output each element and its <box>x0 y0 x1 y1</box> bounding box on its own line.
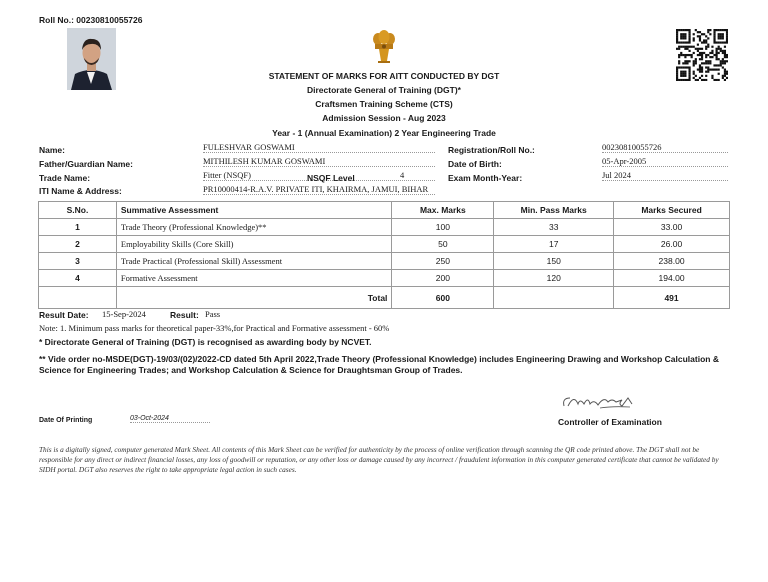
total-empty <box>39 287 117 309</box>
title-directorate: Directorate General of Training (DGT)* <box>307 85 461 95</box>
controller-label: Controller of Examination <box>558 417 662 427</box>
row-assessment: Trade Theory (Professional Knowledge)** <box>116 219 392 236</box>
row-min: 150 <box>494 253 614 270</box>
result-date-label: Result Date: <box>39 310 89 320</box>
title-year: Year - 1 (Annual Examination) 2 Year Engineering Trade <box>272 128 496 138</box>
nsqf-value: 4 <box>400 170 405 180</box>
disclaimer-text: This is a digitally signed, computer generated Mark Sheet. All contents of this Mark Sheet can be verified for authenticity by the process of online verification through scanning the QR code printed above. The DGT shall not be responsible for any direct or indirect financial losses, any loss of goodwill or reputation, or any other loss or damage caused by any incorrect / fraudulent information in this computer generated certificate that cannot be validated by SIDH portal. DGT also reserves the right to take appropriate legal action in such cases. <box>39 445 719 474</box>
exam-label: Exam Month-Year: <box>448 173 523 183</box>
total-max: 600 <box>392 287 494 309</box>
iti-value: PR10000414-R.A.V. PRIVATE ITI, KHAIRMA, JAMUI, BIHAR <box>203 184 435 195</box>
note-order: ** Vide order no-MSDE(DGT)-19/03/(02)/2022-CD dated 5th April 2022,Trade Theory (Professional Knowledge) includes Engineering Drawing and Workshop Calculation & Science for Engineering Trades; and Workshop Calculation & Science for Draughtsman Group of Trades. <box>39 354 719 375</box>
name-label: Name: <box>39 145 65 155</box>
note-pass-marks: Note: 1. Minimum pass marks for theoretical paper-33%,for Practical and Formative assessment - 60% <box>39 323 390 333</box>
signature-icon <box>560 390 640 414</box>
title-session: Admission Session - Aug 2023 <box>322 113 446 123</box>
row-max: 100 <box>392 219 494 236</box>
row-secured: 194.00 <box>614 270 730 287</box>
note-ncvet: * Directorate General of Training (DGT) is recognised as awarding body by NCVET. <box>39 337 372 347</box>
marks-table <box>38 201 730 309</box>
row-sno: 4 <box>39 270 117 287</box>
table-row <box>39 270 730 287</box>
row-assessment: Employability Skills (Core Skill) <box>116 236 392 253</box>
exam-value: Jul 2024 <box>602 170 728 181</box>
row-min: 120 <box>494 270 614 287</box>
trade-label: Trade Name: <box>39 173 91 183</box>
registration-value: 00230810055726 <box>602 142 728 153</box>
dob-value: 05-Apr-2005 <box>602 156 728 167</box>
dob-label: Date of Birth: <box>448 159 502 169</box>
row-secured: 238.00 <box>614 253 730 270</box>
trade-value: Fitter (NSQF) <box>203 170 435 181</box>
header-assessment: Summative Assessment <box>116 202 392 219</box>
header-sno: S.No. <box>39 202 117 219</box>
nsqf-label: NSQF Level <box>307 173 355 183</box>
title-scheme: Craftsmen Training Scheme (CTS) <box>315 99 453 109</box>
national-emblem-icon <box>372 27 396 67</box>
candidate-photo <box>67 28 116 90</box>
row-secured: 26.00 <box>614 236 730 253</box>
row-sno: 2 <box>39 236 117 253</box>
table-header-row <box>39 202 730 219</box>
table-row <box>39 253 730 270</box>
name-value: FULESHVAR GOSWAMI <box>203 142 435 153</box>
result-value: Pass <box>205 309 221 319</box>
row-secured: 33.00 <box>614 219 730 236</box>
row-assessment: Trade Practical (Professional Skill) Assessment <box>116 253 392 270</box>
row-sno: 1 <box>39 219 117 236</box>
total-empty-min <box>494 287 614 309</box>
row-max: 200 <box>392 270 494 287</box>
row-max: 250 <box>392 253 494 270</box>
registration-label: Registration/Roll No.: <box>448 145 535 155</box>
header-marks-secured: Marks Secured <box>614 202 730 219</box>
printing-value: 03-Oct-2024 <box>130 415 210 423</box>
row-min: 33 <box>494 219 614 236</box>
row-max: 50 <box>392 236 494 253</box>
header-max-marks: Max. Marks <box>392 202 494 219</box>
printing-label: Date Of Printing <box>39 417 93 424</box>
roll-number-header: Roll No.: 00230810055726 <box>39 15 143 25</box>
row-min: 17 <box>494 236 614 253</box>
title-statement: STATEMENT OF MARKS FOR AITT CONDUCTED BY DGT <box>268 71 500 81</box>
result-date-value: 15-Sep-2024 <box>102 309 146 319</box>
result-label: Result: <box>170 310 199 320</box>
father-value: MITHILESH KUMAR GOSWAMI <box>203 156 435 167</box>
table-row <box>39 219 730 236</box>
father-label: Father/Guardian Name: <box>39 159 133 169</box>
iti-label: ITI Name & Address: <box>39 186 122 196</box>
qr-code-icon <box>676 29 728 81</box>
total-label: Total <box>116 287 392 309</box>
row-sno: 3 <box>39 253 117 270</box>
row-assessment: Formative Assessment <box>116 270 392 287</box>
table-row <box>39 236 730 253</box>
total-row <box>39 287 730 309</box>
total-secured: 491 <box>614 287 730 309</box>
header-min-pass: Min. Pass Marks <box>494 202 614 219</box>
